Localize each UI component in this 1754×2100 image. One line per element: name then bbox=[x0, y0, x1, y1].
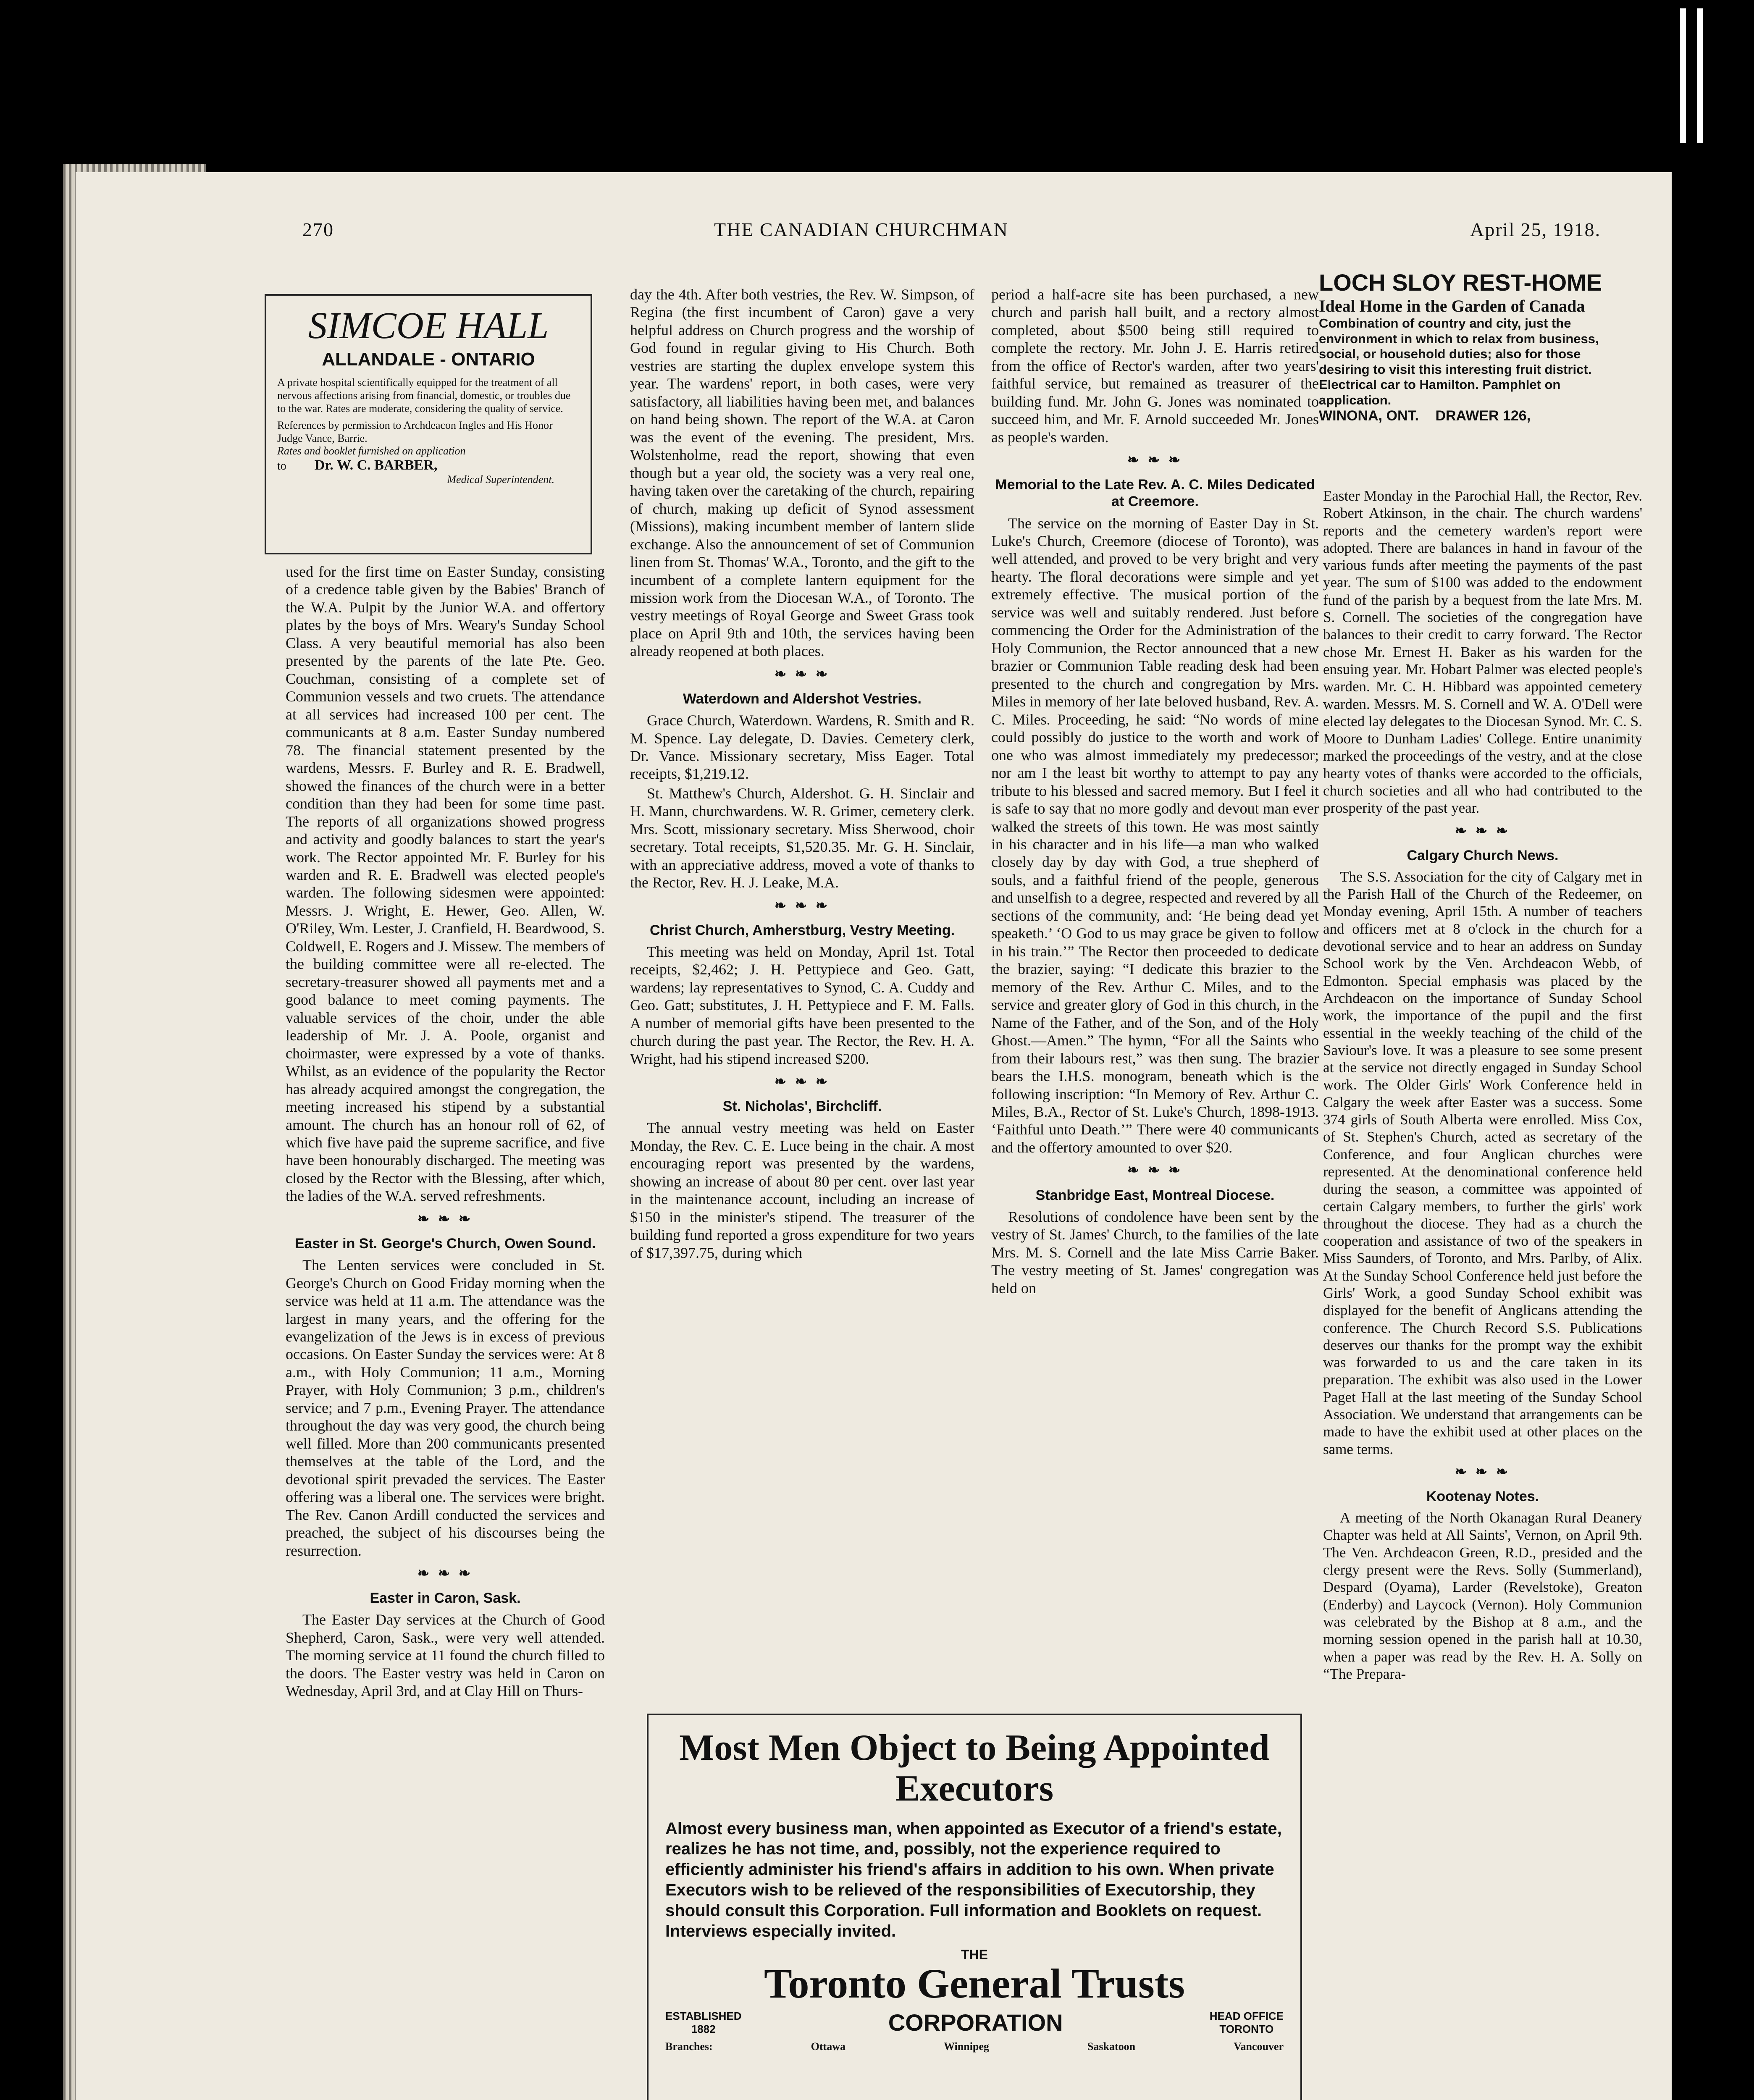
ad-head-city: TORONTO bbox=[1219, 2022, 1274, 2035]
paragraph: The S.S. Association for the city of Calgary met in the Parish Hall of the Church of the Redeemer, on Monday evening, April 15th. A number of teachers and officers met at 8 o'clock in the church for a devotional service and to hear an address on Sunday School work by the Ven. Archdeacon Webb, of Edmonton. Special emphasis was placed by the Archdeacon on the importance of Sunday School work, the importance of the pupil and the first essential in the weekly teaching of the child of the Saviour's love. It was a pleasure to see some present at the service not directly engaged in Sunday School work. The Older Girls' Work Conference held in Calgary the week after Easter was a success. Some 374 girls of South Alberta were enrolled. Miss Cox, of St. Stephen's Church, acted as secretary of the Conference, and four Anglican churches were represented. At the denominational conference held during the season, a committee was appointed of certain Calgary members, to further the girls' work throughout the diocese. They had as a church the cooperation and assistance of two of the speakers in Miss Saunders, of Toronto, and Mrs. Parlby, of Alix. At the Sunday School Conference held just before the Girls' Work, a good Sunday School exhibit was displayed for the benefit of Anglicans attending the conference. The Church Record S.S. Publications deserves our thanks for the prompt way the exhibit was forwarded to us and the care taken in its preparation. The exhibit was also used in the Lower Paget Hall at the last meeting of the Sunday School Association. We understand that arrangements can be made to have the exhibit used at other places on the same terms. bbox=[1323, 868, 1642, 1457]
ornament: ❧ ❧ ❧ bbox=[774, 898, 830, 914]
section-heading: St. Nicholas', Birchcliff. bbox=[722, 1098, 882, 1115]
ad-body: Combination of country and city, just the environment in which to relax from business, social, or household duties; also for those desiring to visit this interesting fruit district. Electrical car to Hamilton. Pamphlet on application. bbox=[1319, 316, 1599, 407]
paragraph: period a half-acre site has been purchased, a new church and parish hall built, and a rectory almost completed, about $500 being still required to complete the rectory. Mr. John J. E. Harris retired from the office of Rector's warden, after two years' faithful service, but remained as treasurer of the building fund. Mr. John G. Jones was nominated to succeed him, and Mr. F. Arnold succeeded Mr. Jones as people's warden. bbox=[991, 286, 1319, 446]
branch-item: Winnipeg bbox=[944, 2040, 989, 2053]
ad-year: 1882 bbox=[691, 2022, 716, 2035]
section-heading: Easter in Caron, Sask. bbox=[370, 1590, 521, 1606]
publication-title: THE CANADIAN CHURCHMAN bbox=[714, 219, 1008, 240]
section-heading: Waterdown and Aldershot Vestries. bbox=[683, 690, 922, 707]
ad-doctor-name: Dr. W. C. BARBER, bbox=[314, 457, 438, 473]
loch-sloy-ad bbox=[1319, 269, 1630, 424]
paragraph: Easter Monday in the Parochial Hall, the Rector, Rev. Robert Atkinson, in the chair. The church wardens' reports and the cemetery warden's report were adopted. There are balances in hand in favour of the various funds after meeting the payments of the past year. The sum of $100 was added to the endowment fund of the parish by a bequest from the late Mrs. M. S. Cornell. The societies of the congregation have balances to their credit to carry forward. The Rector chose Mr. Ernest H. Baker as his warden for the ensuing year. Mr. Hobart Palmer was elected people's warden. Mr. C. H. Hibbard was appointed cemetery warden. Messrs. M. S. Cornell and W. A. O'Dell were elected lay delegates to the Diocesan Synod. Mr. C. S. Moore to Dunham Ladies' College. Entire unanimity marked the proceedings of the vestry, and at the close hearty votes of thanks were accorded to the officials, church societies and all who had contributed to the prosperity of the past year. bbox=[1323, 488, 1642, 816]
ornament: ❧ ❧ ❧ bbox=[417, 1211, 473, 1227]
section-heading: Christ Church, Amherstburg, Vestry Meeting. bbox=[649, 922, 955, 938]
ornament: ❧ ❧ ❧ bbox=[774, 1074, 830, 1090]
branch-item: Saskatoon bbox=[1087, 2040, 1136, 2053]
column-1 bbox=[286, 563, 605, 1702]
toronto-general-trusts-ad bbox=[647, 1714, 1302, 2100]
column-2 bbox=[630, 286, 974, 1263]
section-heading: Easter in St. George's Church, Owen Sound. bbox=[294, 1235, 596, 1252]
ad-title: LOCH SLOY REST-HOME bbox=[1319, 269, 1602, 296]
branches-label: Branches: bbox=[665, 2040, 713, 2053]
column-3 bbox=[991, 286, 1319, 1299]
ad-corporation: CORPORATION bbox=[888, 2009, 1063, 2036]
issue-date: April 25, 1918. bbox=[1470, 219, 1601, 240]
paragraph: used for the first time on Easter Sunday, consisting of a credence table given by the Babies' Branch of the W.A. Pulpit by the Junior W.A. and offertory plates by the boys of Mrs. Weary's Sunday School Class. A very beautiful memorial has also been presented by the parents of the late Pte. Geo. Couchman, consisting of a complete set of Communion vessels and two cruets. The attendance at all services had increased 100 per cent. The communicants at 8 a.m. Easter Sunday numbered 78. The financial statement presented by the wardens, Messrs. F. Burley and R. E. Bradwell, showed the finances of the church were in a better condition than they had been for some time past. The reports of all organizations showed progress and activity and goodly balances to start the year's work. The Rector appointed Mr. F. Burley for his warden and R. E. Bradwell was elected people's warden. The following sidesmen were appointed: Messrs. J. Wright, E. Hewer, Geo. Allen, W. O'Riley, Wm. Lester, J. Cranfield, H. Beardwood, S. Coldwell, E. Rogers and J. Missew. The members of the building committee were all re-elected. The secretary-treasurer showed all payments met and a good balance to meet coming payments. The valuable services of the choir, under the able leadership of Mr. J. A. Poole, organist and choirmaster, were expressed by a vote of thanks. Whilst, as an evidence of the popularity the Rector has already acquired amongst the congregation, the meeting increased his stipend by a substantial amount. The church has an honour roll of 62, of which five have paid the supreme sacrifice, and five have been honourably discharged. The meeting was closed by the Rector with the Blessing, after which, the ladies of the W.A. served refreshments. bbox=[286, 563, 605, 1205]
paragraph: This meeting was held on Monday, April 1st. Total receipts, $2,462; J. H. Pettypiece and Geo. Gatt, wardens; lay representatives to Synod, C. A. Cuddy and Geo. Gatt; substitutes, J. H. Pettypiece and F. M. Falls. A number of memorial gifts have been presented to the church during the past year. The Rector, the Rev. H. A. Wright, had his stipend increased $200. bbox=[630, 943, 974, 1067]
paragraph: A meeting of the North Okanagan Rural Deanery Chapter was held at All Saints', Vernon, on April 9th. The Ven. Archdeacon Green, R.D., presided and the clergy present were the Revs. Solly (Summerland), Despard (Oyama), Larder (Revelstoke), Greaton (Enderby) and Laycock (Vernon). Holy Communion was celebrated by the Bishop at 8 a.m., and the morning session opened in the parish hall at 10.30, when a paper was read by the Rev. H. A. Solly on “The Prepara- bbox=[1323, 1509, 1642, 1682]
section-heading: Kootenay Notes. bbox=[1426, 1488, 1539, 1505]
ad-head-office: HEAD OFFICE bbox=[1209, 2009, 1284, 2022]
ornament: ❧ ❧ ❧ bbox=[417, 1566, 473, 1582]
scan-mark bbox=[1680, 8, 1686, 143]
paragraph: The annual vestry meeting was held on Easter Monday, the Rev. C. E. Luce being in the chair. A most encouraging report was presented by the wardens, showing an increase of about 80 per cent. over last year in the maintenance account, including an increase of $150 in the minister's stipend. The treasurer of the building fund reported a gross expenditure for two years of $17,397.75, during which bbox=[630, 1119, 974, 1261]
paragraph: The Lenten services were concluded in St. George's Church on Good Friday morning when the service was held at 11 a.m. The attendance was the largest in many years, and the offering for the evangelization of the Jews is in excess of previous occasions. On Easter Sunday the services were: At 8 a.m., with Holy Communion; 11 a.m., Morning Prayer, with Holy Communion; 3 p.m., children's service; and 7 p.m., Evening Prayer. The attendance throughout the day was very good, the church being well filled. More than 200 communicants presented themselves at the table of the Lord, and the devotional spirit prevaded the services. The Easter offering was a liberal one. The services were bright. The Rev. Canon Ardill conducted the services and preached, the subject of his discourses being the resurrection. bbox=[286, 1257, 605, 1559]
ad-drawer: DRAWER 126, bbox=[1435, 408, 1531, 424]
ad-headline: Most Men Object to Being Appointed Executors bbox=[679, 1727, 1270, 1809]
ad-body: A private hospital scientifically equipped for the treatment of all nervous affections arising from financial, domestic, or troubles due to the war. Rates are moderate, considering the quality of service. bbox=[277, 376, 571, 415]
paragraph: St. Matthew's Church, Aldershot. G. H. Sinclair and H. Mann, churchwardens. W. R. Grimer, cemetery clerk. Mrs. Scott, missionary secretary. Miss Sherwood, choir secretary. Total receipts, $1,520.35. Mr. G. H. Sinclair, with an appreciative address, moved a vote of thanks to the Rector, Rev. H. J. Leake, M.A. bbox=[630, 785, 974, 891]
branch-item: Ottawa bbox=[811, 2040, 845, 2053]
ornament: ❧ ❧ ❧ bbox=[774, 666, 830, 682]
ad-subtitle: Ideal Home in the Garden of Canada bbox=[1319, 297, 1585, 315]
ad-references: References by permission to Archdeacon Ingles and His Honor Judge Vance, Barrie. bbox=[277, 419, 553, 444]
section-heading: Calgary Church News. bbox=[1407, 847, 1559, 864]
paragraph: The Easter Day services at the Church of Good Shepherd, Caron, Sask., were very well attended. The morning service at 11 found the church filled to the doors. The Easter vestry was held in Caron on Wednesday, April 3rd, and at Clay Hill on Thurs- bbox=[286, 1611, 605, 1700]
ornament: ❧ ❧ ❧ bbox=[1127, 1163, 1183, 1179]
ad-place: WINONA, ONT. bbox=[1319, 408, 1419, 424]
ad-the: THE bbox=[961, 1947, 988, 1963]
ad-branches bbox=[665, 2040, 1284, 2053]
section-heading: Memorial to the Late Rev. A. C. Miles Dedicated at Creemore. bbox=[995, 477, 1315, 510]
ad-rates: Rates and booklet furnished on application bbox=[277, 444, 466, 457]
paragraph: Grace Church, Waterdown. Wardens, R. Smith and R. M. Spence. Lay delegate, D. Davies. Cemetery clerk, Dr. Vance. Missionary secretary, Miss Eager. Total receipts, $1,219.12. bbox=[630, 712, 974, 782]
ad-title: SIMCOE HALL bbox=[308, 305, 549, 346]
ad-company-name: Toronto General Trusts bbox=[764, 1960, 1185, 2007]
column-4 bbox=[1323, 487, 1642, 1684]
page-number: 270 bbox=[302, 219, 334, 240]
ad-role: Medical Superintendent. bbox=[447, 473, 554, 486]
paragraph: Resolutions of condolence have been sent by the vestry of St. James' Church, to the families of the late Mrs. M. S. Cornell and the late Miss Carrie Baker. The vestry meeting of St. James' congregation was held on bbox=[991, 1208, 1319, 1297]
simcoe-hall-ad bbox=[265, 294, 592, 554]
ornament: ❧ ❧ ❧ bbox=[1455, 1464, 1511, 1480]
ad-established: ESTABLISHED bbox=[665, 2009, 742, 2022]
ornament: ❧ ❧ ❧ bbox=[1455, 823, 1511, 839]
ad-to: to bbox=[277, 459, 286, 472]
ornament: ❧ ❧ ❧ bbox=[1127, 452, 1183, 468]
paragraph: The service on the morning of Easter Day in St. Luke's Church, Creemore (diocese of Toronto), was well attended, and proved to be very bright and very hearty. The floral decorations were simple and yet extremely effective. The musical portion of the service was well and suitably rendered. Just before commencing the Order for the Administration of the Holy Communion, the Rector announced that a new brazier or Communion Table reading desk had been presented to the church and congregation by Mrs. Miles in memory of her late beloved husband, Rev. A. C. Miles. Proceeding, he said: “No words of mine could possibly do justice to the worth and work of one who was almost immediately my predecessor; nor am I the least bit worthy to attempt to pay any tribute to his blessed and sacred memory. But I feel it is safe to say that no more godly and devout man ever walked the streets of this town. He was most saintly in his character and in his life—a man who walked closely day by day with God, a true shepherd of souls, and a faithful friend of the people, generous and unselfish to a degree, respected and revered by all sections of the community, and: ‘He being dead yet speaketh.’ ‘O God to us may grace be given to follow in his train.’” The Rector then proceeded to dedicate the brazier, saying: “I dedicate this brazier to the memory of the Rev. Arthur C. Miles, and to the service and greater glory of God in this church, in the Name of the Father, and of the Son, and of the Holy Ghost.—Amen.” The hymn, “For all the Saints who from their labours rest,” was then sung. The brazier bears the I.H.S. monogram, beneath which is the following inscription: “In Memory of Rev. Arthur C. Miles, B.A., Rector of St. Luke's Church, 1898-1913. ‘Faithful unto Death.’” There were 40 communicants and the offertory amounted to over $20. bbox=[991, 514, 1319, 1156]
ad-body: Almost every business man, when appointed as Executor of a friend's estate, realizes he has not time, and, possibly, not the experience required to efficiently administer his friend's affairs in addition to his own. When private Executors wish to be relieved of the responsibilities of Executorship, they should consult this Corporation. Full information and Booklets on request. Interviews especially invited. bbox=[665, 1819, 1282, 1940]
branch-item: Vancouver bbox=[1234, 2040, 1284, 2053]
scan-mark bbox=[1697, 8, 1703, 143]
section-heading: Stanbridge East, Montreal Diocese. bbox=[1035, 1187, 1275, 1203]
ad-place: ALLANDALE - ONTARIO bbox=[322, 349, 535, 370]
paragraph: day the 4th. After both vestries, the Rev. W. Simpson, of Regina (the first incumbent of Caron) gave a very helpful address on Church progress and the worship of God found in regular giving to His Church. Both vestries are starting the duplex envelope system this year. The wardens' report, in both cases, were very satisfactory, all liabilities having been met, and balances on hand being shown. The report of the W.A. at Caron was the event of the evening. The president, Mrs. Wolstenholme, read the report, showing that even though but a year old, the society was a very real one, having taken over the caretaking of the church, repairing of church, making up deficit of Synod assessment (Missions), making incumbent member of lantern slide exchange. Also the announcement of set of Communion linen from St. Thomas' W.A., Toronto, and the gift to the incumbent of a complete lantern equipment for the mission work from the Diocesan W.A., of Toronto. The vestry meetings of Royal George and Sweet Grass took place on April 9th and 10th, the services having been already reopened at both places. bbox=[630, 286, 974, 660]
